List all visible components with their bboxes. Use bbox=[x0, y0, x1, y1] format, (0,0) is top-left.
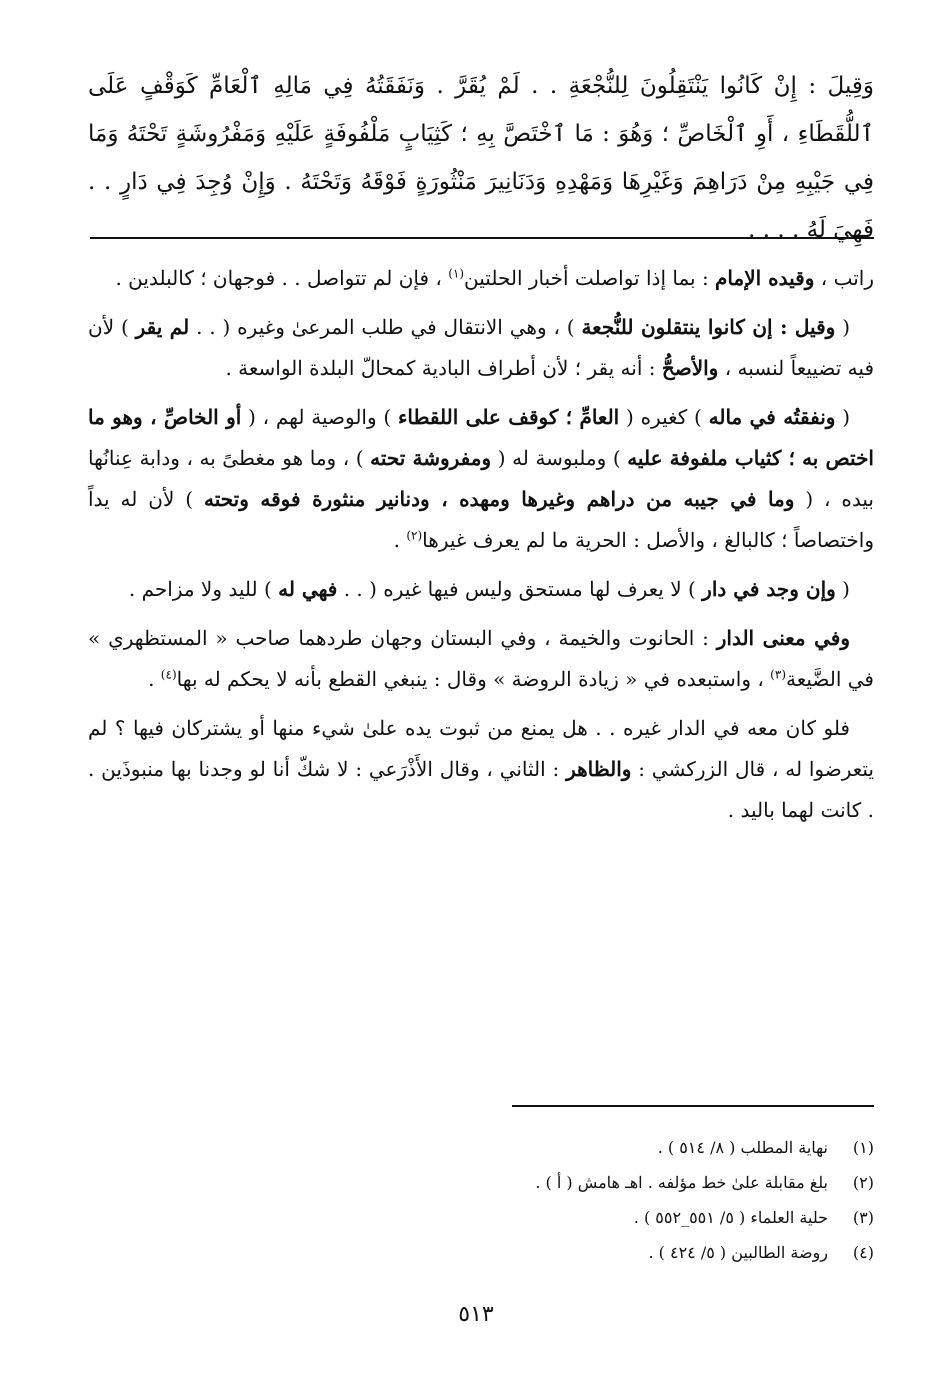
text-run: ، فإن لم تتواصل . . فوجهان ؛ كالبلدين . bbox=[115, 266, 449, 290]
bold-run: وإن وجد في دار bbox=[702, 577, 836, 601]
footnote-number: (٣) bbox=[852, 1208, 874, 1227]
text-run: ) لأن له يداً واختصاصاً ؛ كالبالغ ، والأصل : الحرية ما لم يعرف غيرها bbox=[88, 487, 874, 552]
bold-run: ومفروشة تحته bbox=[370, 446, 492, 470]
commentary-paragraph-4 bbox=[88, 569, 874, 610]
footnote-item bbox=[300, 1165, 874, 1200]
text-run: فلو كان معه في الدار غيره . . هل يمنع من ثبوت يده علىٰ شيء منها أو يشتركان فيها ؟ لم يتعرضوا له ، قال الزركشي : bbox=[88, 716, 874, 781]
text-run: : بما إذا تواصلت أخبار الحلتين bbox=[464, 266, 716, 290]
footnote-ref-2[interactable]: (٢) bbox=[406, 528, 423, 543]
footnote-ref-3[interactable]: (٣) bbox=[770, 667, 786, 682]
bold-run: وقيده الإمام bbox=[715, 266, 815, 290]
footnote-ref-1[interactable]: (١) bbox=[448, 266, 465, 281]
text-run: . bbox=[393, 528, 407, 552]
footnote-text: حلية العلماء ( ٥/ ٥٥١_٥٥٢ ) . bbox=[633, 1208, 828, 1227]
text-run: راتب ، bbox=[814, 266, 874, 290]
commentary-paragraph-6 bbox=[88, 708, 874, 831]
bold-run: لم يقر bbox=[135, 315, 190, 339]
footnote-number: (١) bbox=[852, 1138, 874, 1157]
page-number: ٥١٣ bbox=[458, 1302, 494, 1327]
bold-run: فهي له bbox=[278, 577, 338, 601]
bold-run: والأصحُّ bbox=[661, 356, 719, 380]
text-run: ) ، وهي الانتقال في طلب المرعىٰ وغيره ( . . bbox=[189, 315, 582, 339]
main-text-block bbox=[88, 62, 874, 254]
commentary-paragraph-5 bbox=[88, 618, 874, 700]
footnote-number: (٢) bbox=[852, 1173, 874, 1192]
footnote-text: بلغ مقابلة علىٰ خط مؤلفه . اهـ هامش ( أ ) . bbox=[535, 1173, 828, 1192]
commentary-paragraph-2 bbox=[88, 307, 874, 389]
text-run: ) لليد ولا مزاحم . bbox=[128, 577, 279, 601]
bold-run: ونفقتُه في ماله bbox=[708, 405, 836, 429]
footnote-item bbox=[300, 1235, 874, 1270]
text-run: : الحانوت والخيمة ، وفي البستان وجهان طردهما صاحب « المستظهري » في الضَّيعة bbox=[88, 626, 874, 691]
text-run: ، واستبعده في « زيادة الروضة » وقال : ينبغي القطع بأنه لا يحكم له بها bbox=[176, 667, 771, 691]
bold-run: العامِّ ؛ كوقف على اللقطاء bbox=[397, 405, 620, 429]
footnote-text: روضة الطالبين ( ٥/ ٤٢٤ ) . bbox=[648, 1243, 828, 1262]
footnote-ref-4[interactable]: (٤) bbox=[160, 667, 177, 682]
footnote-number: (٤) bbox=[852, 1243, 874, 1262]
footnote-item bbox=[300, 1130, 874, 1165]
bold-run: أو الخاصِّ ، وهو ما اختص به ؛ كثياب ملفوفة عليه bbox=[88, 405, 874, 470]
text-run: : أنه يقر ؛ لأن أطراف البادية كمحالّ البلدة الواسعة . bbox=[225, 356, 662, 380]
footnotes-section bbox=[300, 1130, 874, 1270]
commentary-paragraph-1 bbox=[88, 258, 874, 299]
text-run: ) لأن فيه تضييعاً لنسبه ، bbox=[88, 315, 874, 380]
text-run: ) ، وما هو مغطىً به ، ودابة عِنانُها بيده ، ( bbox=[88, 446, 874, 511]
text-run: ) لا يعرف لها مستحق وليس فيها غيره ( . . bbox=[337, 577, 703, 601]
footnote-text: نهاية المطلب ( ٨/ ٥١٤ ) . bbox=[657, 1138, 828, 1157]
commentary-paragraph-3 bbox=[88, 397, 874, 561]
bold-run: وفي معنى الدار bbox=[716, 626, 850, 650]
text-run: ( bbox=[835, 315, 850, 339]
text-run: . bbox=[148, 667, 161, 691]
main-text: وَقِيلَ : إِنْ كَانُوا يَنْتَقِلُونَ لِلنُّجْعَةِ . . لَمْ يُقَرَّ . وَنَفَقَتُهُ فِي مَالِهِ ٱلْعَامِّ كَوَقْفٍ عَلَى ٱللُّقَطَاءِ ، أَوِ ٱلْخَاصِّ ؛ وَهُوَ : مَا ٱخْتَصَّ بِهِ ؛ كَثِيَابٍ مَلْفُوفَةٍ عَلَيْهِ وَمَفْرُوشَةٍ تَحْتَهُ وَمَا فِي جَيْبِهِ مِنْ دَرَاهِمَ وَغَيْرِهَا وَمَهْدِهِ وَدَنَانِيرَ مَنْثُورَةٍ فَوْقَهُ وَتَحْتَهُ . وَإِنْ وُجِدَ فِي دَارٍ . . فَهِيَ لَهُ . . . . bbox=[88, 73, 874, 243]
main-text-divider bbox=[90, 237, 874, 239]
footnote-item bbox=[300, 1200, 874, 1235]
bold-run: وقيل : إن كانوا ينتقلون للنُّجعة bbox=[581, 315, 836, 339]
text-run: ) كغيره ( bbox=[619, 405, 709, 429]
text-run: ( bbox=[835, 577, 850, 601]
footnote-divider bbox=[512, 1105, 874, 1107]
bold-run: وما في جيبه من دراهم وغيرها ومهده ، ودنانير منثورة فوقه وتحته bbox=[203, 487, 795, 511]
text-run: ) وملبوسة له ( bbox=[491, 446, 628, 470]
commentary-block bbox=[88, 258, 874, 839]
text-run: ( bbox=[835, 405, 851, 429]
text-run: ) والوصية لهم ، ( bbox=[241, 405, 398, 429]
text-run: : الثاني ، وقال الأَذْرَعي : لا شكّ أنا لو وجدنا بها منبوذَين . . كانت لهما باليد . bbox=[88, 757, 874, 822]
bold-run: والظاهر bbox=[566, 757, 632, 781]
